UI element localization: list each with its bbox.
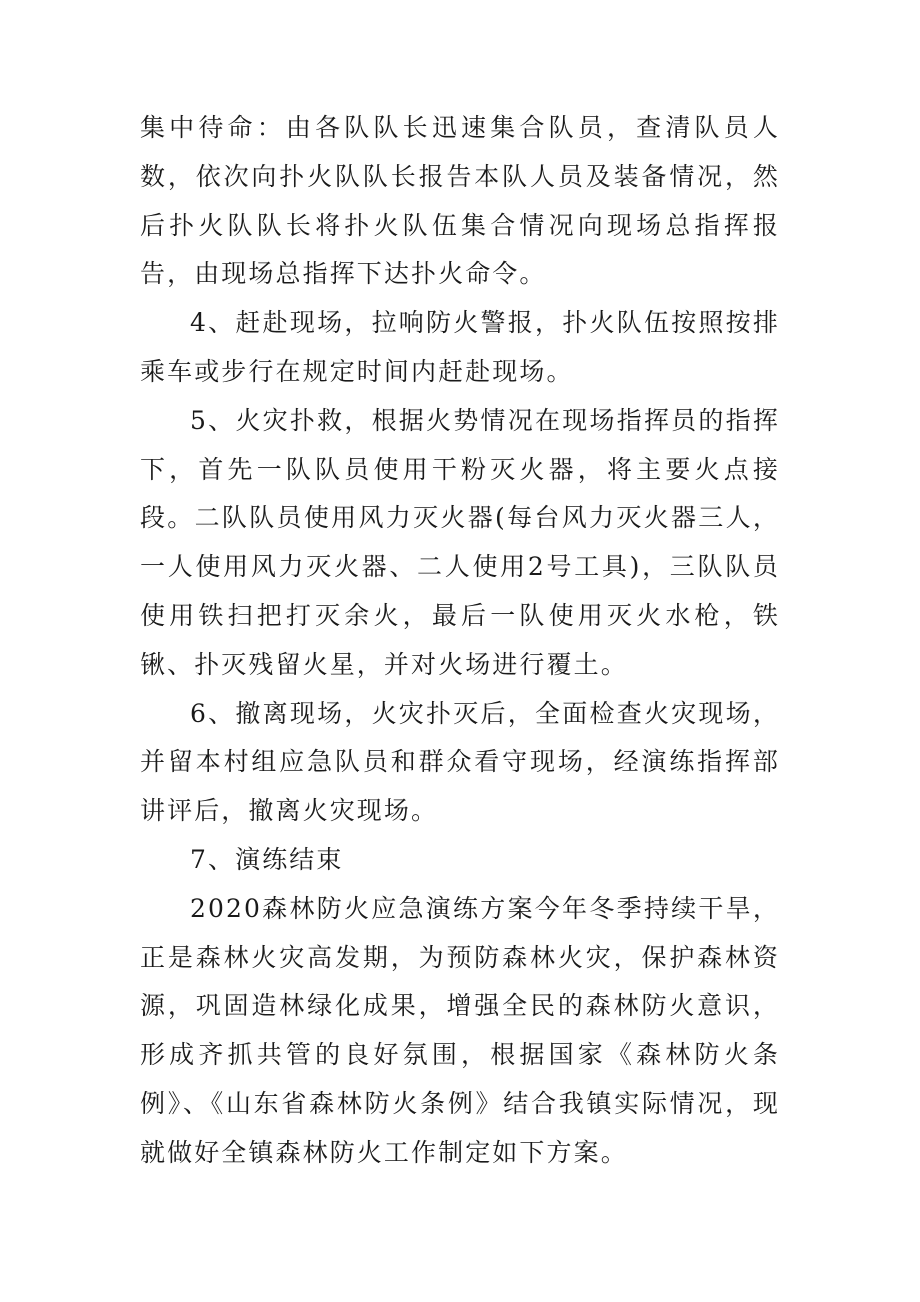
paragraph-step-5: 5、火灾扑救，根据火势情况在现场指挥员的指挥下，首先一队队员使用干粉灭火器，将主要火点接段。二队队员使用风力灭火器(每台风力灭火器三人，一人使用风力灭火器、二人使用2号工具)，三队队员使用铁扫把打灭余火，最后一队使用灭火水枪，铁锹、扑灭残留火星，并对火场进行覆土。	[140, 405, 780, 679]
paragraph-assembly: 集中待命：由各队队长迅速集合队员，查清队员人数，依次向扑火队队长报告本队人员及装备情况，然后扑火队队长将扑火队伍集合情况向现场总指挥报告，由现场总指挥下达扑火命令。	[140, 113, 780, 289]
paragraph-plan-intro: 2020森林防火应急演练方案今年冬季持续干旱，正是森林火灾高发期，为预防森林火灾，保护森林资源，巩固造林绿化成果，增强全民的森林防火意识，形成齐抓共管的良好氛围，根据国家《森林防火条例》、《山东省森林防火条例》结合我镇实际情况，现就做好全镇森林防火工作制定如下方案。	[140, 893, 780, 1167]
paragraph-step-4: 4、赶赴现场，拉响防火警报，扑火队伍按照按排乘车或步行在规定时间内赶赴现场。	[140, 308, 780, 386]
document-body	[140, 104, 780, 1178]
paragraph-step-7: 7、演练结束	[190, 844, 344, 874]
paragraph-step-6: 6、撤离现场，火灾扑灭后，全面检查火灾现场，并留本村组应急队员和群众看守现场，经演练指挥部讲评后，撤离火灾现场。	[140, 698, 780, 826]
